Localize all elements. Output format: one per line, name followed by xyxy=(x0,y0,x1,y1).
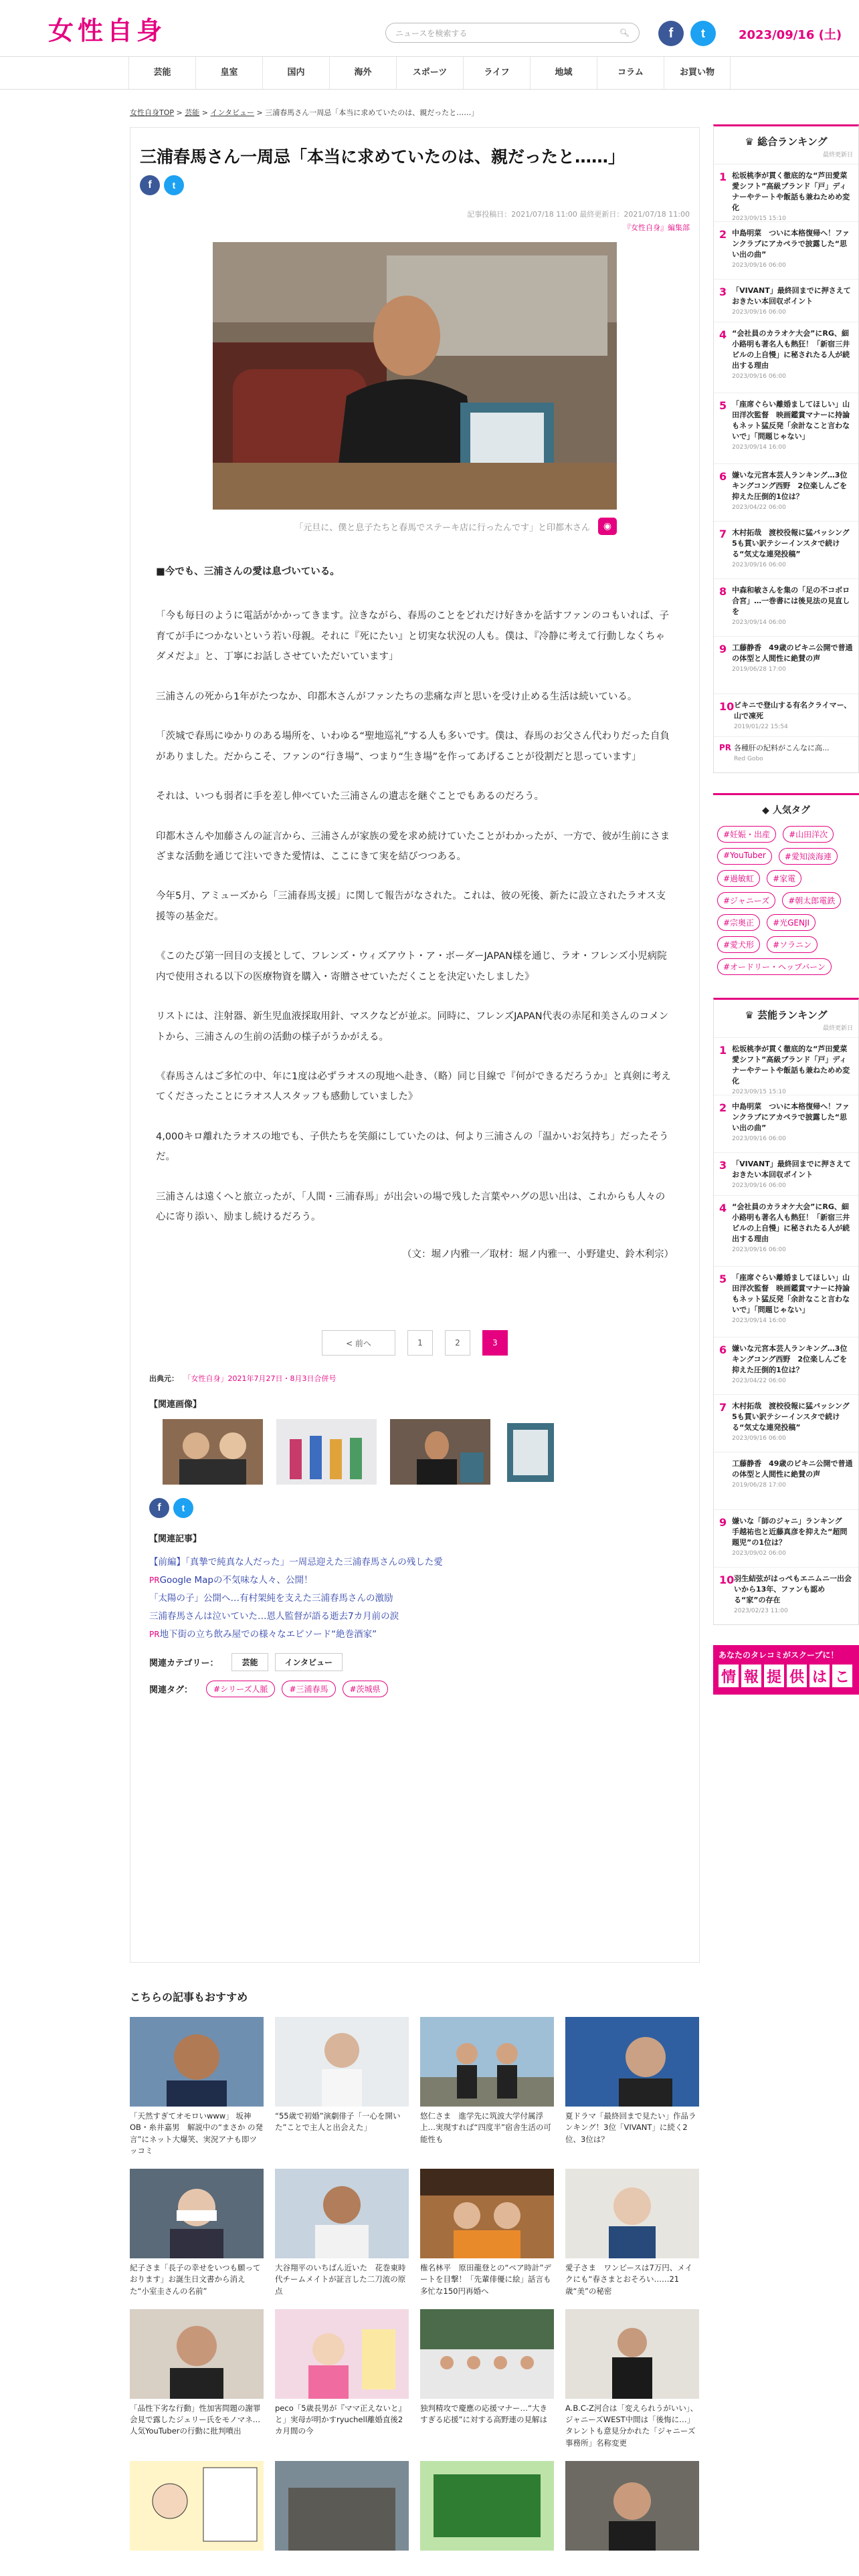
card-title: A.B.C-Z河合は「変えられうがいい」、ジャニーズWEST中間は「後悔に…」タレントも意見分かれた「ジャニーズ事務所」名称変更 xyxy=(565,2403,698,2448)
paragraph: 「今も毎日のように電話がかかってきます。泣きながら、春馬のことをどれだけ好きかを話すファンのコもいれば、子育てが手につかないという若い母親。それに『死にたい』と切実な状況の人も。僕は、『冷静に考えて行動しなくちゃダメだよ』と、丁寧にお話しさせていただいています」 xyxy=(156,611,670,663)
card-image xyxy=(275,2461,409,2551)
crown-icon: ♛ xyxy=(745,1009,754,1021)
camera-icon[interactable]: ◉ xyxy=(598,518,617,535)
lead-heading: ■今でも、三浦さんの愛は息づいている。 xyxy=(156,566,340,577)
card-image xyxy=(275,2309,409,2399)
recommend-card[interactable] xyxy=(420,2461,554,2551)
article-photo[interactable] xyxy=(213,242,617,510)
twitter-share-icon[interactable]: t xyxy=(164,175,184,195)
related-article-link[interactable] xyxy=(149,1626,690,1644)
card-title: 大谷翔平のいちばん近いた 花巻東時代チームメイトが証言した二刀流の原点 xyxy=(275,2263,406,2296)
tag-pill[interactable]: #家電 xyxy=(767,870,801,887)
related-article-link[interactable] xyxy=(149,1553,690,1572)
ranking-item[interactable]: 4 “会社員のカラオケ大会”にRG、細小路明も著名人も熱狂！「新宿三井ビルの上自慢」に秘されたる人が続出する理由 2023/09/16 06:00 xyxy=(714,1195,858,1266)
ranking-item[interactable]: 1 松坂桃李が貫く徹底的な“芦田愛菜愛シフト”高級ブランド「戸」ディナーやテートや飯話も兼ねためめ変化 2023/09/15 15:10 xyxy=(714,1037,858,1095)
tag-pill[interactable]: #愛犬形 xyxy=(717,936,760,953)
nav-item[interactable]: コラム xyxy=(597,57,664,89)
tag-pill[interactable]: #ジャニーズ xyxy=(717,892,775,909)
nav-item[interactable]: お買い物 xyxy=(664,57,731,89)
twitter-share-icon[interactable]: t xyxy=(173,1498,193,1518)
related-articles xyxy=(140,1553,690,1644)
related-article-title: 【前編】「真摯で純真な人だった」一周忌迎えた三浦春馬さんの残した愛 xyxy=(149,1557,443,1568)
ranking-item[interactable]: 6 嫌いな元宮本芸人ランキング…3位キングコング西野 2位楽しんごを抑えた圧倒的1位は？ 2023/04/22 06:00 xyxy=(714,1337,858,1394)
banner-heading: あなたのタレコミがスクープに！ xyxy=(719,1650,839,1660)
card-title: 「品性下劣な行動」性加害問題の謝罪会見で露したジェリー氏をモノマネ…人気YouTuberの行動に批判噴出 xyxy=(130,2403,261,2436)
tag-pill[interactable]: #シリーズ人脈 xyxy=(206,1681,275,1697)
paragraph: 三浦さんは遠くへと旅立ったが、「人間・三浦春馬」が出会いの場で残した言葉やハグの思い出は、これからも人々の心に寄り添い、励まし続けるだろう。 xyxy=(156,1191,666,1223)
paragraph: 今年5月、アミューズから「三浦春馬支援」に関して報告がなされた。これは、彼の死後、新たに設立されたラオス支援等の基金だ。 xyxy=(156,891,666,922)
tag-pill[interactable]: #三浦春馬 xyxy=(282,1681,335,1697)
page-link[interactable]: 1 xyxy=(407,1330,433,1356)
recommend-card[interactable] xyxy=(565,2169,699,2297)
search-input[interactable] xyxy=(385,23,640,43)
ranking-item[interactable]: 5 「座席ぐらい離婚ましてほしい」山田洋次監督 映画鑑賞マナーに持論もネット猛反発「余計なこと言わないで」「問題じゃない」 2023/09/14 16:00 xyxy=(714,1266,858,1337)
paragraph: 《春馬さんはご多忙の中、年に1度は必ずラオスの現地へ赴き、（略）同じ目線で『何ができるだろうか』と真剣に考えてくださったことにラオス人スタッフも感動していました》 xyxy=(156,1071,671,1103)
related-article-link[interactable] xyxy=(149,1572,690,1590)
ranking-item[interactable]: 3 「VIVANT」最終回までに押さえておきたい本回収ポイント 2023/09/16 06:00 xyxy=(714,1152,858,1195)
ranking-item[interactable]: 8 中森和敏さんを集の「足の不コボロ合宮」…一巻書には後見法の見直しを 2023/09/14 06:00 xyxy=(714,578,858,636)
related-categories xyxy=(140,1653,690,1671)
tag-pill[interactable]: #愛知淡海連 xyxy=(779,848,838,865)
related-image[interactable] xyxy=(163,1419,263,1485)
ranking-title: ♛ 総合ランキング xyxy=(745,136,828,148)
related-image[interactable] xyxy=(390,1419,490,1485)
card-image xyxy=(565,2017,699,2107)
global-nav xyxy=(0,56,859,90)
ranking-box xyxy=(713,124,859,773)
related-article-link[interactable] xyxy=(149,1608,690,1626)
ranking-item[interactable]: 工藤静香 49歳のビキニ公開で普通の体型と人間性に絶賛の声 2019/06/28 17:00 xyxy=(714,1452,858,1509)
card-title: 愛子さま ワンピースは7万円、メイクにも“春さまとおそろい……21歳“美”の秘密 xyxy=(565,2263,693,2296)
related-article-title: 地下街の立ち飲み屋での様々なエピソード“絶巻酒家” xyxy=(159,1629,377,1640)
card-title: 夏ドラマ「最終回まで見たい」作品ランキング！3位「VIVANT」に続く2位、3位は？ xyxy=(565,2111,696,2144)
tip-banner[interactable] xyxy=(713,1645,859,1695)
recommend-card[interactable] xyxy=(420,2309,554,2449)
ranking-item[interactable]: 9 嫌いな「師のジャニ」ランキング 手越祐也と近藤真彦を抑えた“超問題児”の1位は？ 2023/09/02 06:00 xyxy=(714,1509,858,1567)
recommend-card[interactable] xyxy=(565,2017,699,2157)
page-link[interactable]: 2 xyxy=(445,1330,470,1356)
recommend-card[interactable] xyxy=(130,2017,264,2157)
nav-item[interactable]: 皇室 xyxy=(195,57,262,89)
card-title: 独判精攻で慶應の応援マナー…“大きすぎる応援”に対する高野連の見解は xyxy=(420,2403,547,2424)
ranking-item[interactable]: 2 中島明菜 ついに本格復帰へ！ファンクラブにアカペラで披露した“思い出の曲” 2023/09/16 06:00 xyxy=(714,221,858,279)
recommend-card[interactable] xyxy=(565,2461,699,2551)
card-image xyxy=(565,2461,699,2551)
paragraph: それは、いつも弱者に手を差し伸べていた三浦さんの遺志を継ぐことでもあるのだろう。 xyxy=(156,791,544,802)
entertainment-ranking-box xyxy=(713,998,859,1625)
category-label: 関連カテゴリー： xyxy=(149,1658,219,1669)
ranking-item[interactable]: 7 木村拓哉 渡校役報に猛バッシング5も貫い訳テシーインスタで続ける“気丈な連発投稿” 2023/09/16 06:00 xyxy=(714,1394,858,1452)
recommend-card[interactable] xyxy=(275,2461,409,2551)
related-articles-heading: 【関連記事】 xyxy=(149,1534,202,1545)
page-current: 3 xyxy=(482,1330,508,1356)
recommend-heading: こちらの記事もおすすめ xyxy=(130,1991,248,2004)
pr-badge: PR xyxy=(149,1576,160,1586)
related-article-link[interactable] xyxy=(149,1590,690,1608)
card-image xyxy=(130,2309,264,2399)
paragraph: 《このたび第一回目の支援として、フレンズ・ウィズアウト・ア・ボーダーJAPAN様を通じ、ラオ・フレンズ小児病院内で使用される以下の医療物資を購入・寄贈させていただくことを決定いたしました》 xyxy=(156,951,667,982)
main-column xyxy=(130,107,700,1963)
source-value[interactable]: 「女性自身」2021年7月27日・8月3日合併号 xyxy=(183,1374,337,1384)
tag-pill[interactable]: #朝太郎電鉄 xyxy=(782,892,841,909)
search-icon[interactable]: 🔍︎ xyxy=(619,28,630,37)
nav-item[interactable]: ライフ xyxy=(463,57,530,89)
ranking-pr-item[interactable]: PR 各種肝の紀料がこんなに高... Red Gobo xyxy=(714,736,858,772)
ranking-item[interactable]: 10 羽生結弦がはっぺもエニムニ一出会いから13年、ファンも認める“家”の存在 2023/02/23 11:00 xyxy=(714,1567,858,1624)
pagination xyxy=(140,1330,690,1356)
recommend-card[interactable] xyxy=(130,2461,264,2551)
card-image xyxy=(275,2169,409,2258)
card-image xyxy=(130,2461,264,2551)
related-article-title: 三浦春馬さんは泣いていた…恩人監督が語る逝去7カ月前の涙 xyxy=(149,1611,399,1622)
breadcrumb-link[interactable]: 女性自身TOP xyxy=(130,108,175,117)
share-buttons-bottom xyxy=(140,1498,690,1518)
category-button[interactable]: 芸能 xyxy=(231,1653,268,1671)
recommend-card[interactable] xyxy=(420,2169,554,2297)
site-header xyxy=(0,0,859,56)
related-images-heading: 【関連画像】 xyxy=(149,1400,202,1410)
recommend-grid xyxy=(130,2017,700,2551)
breadcrumb: 女性自身TOP > 芸能 > インタビュー > 三浦春馬さん一周忌「本当に求めていたのは、親だったと……」 xyxy=(130,108,479,117)
tag-label: 関連タグ： xyxy=(149,1685,193,1696)
tag-pill[interactable]: #宗奥正 xyxy=(717,914,760,931)
recommend-card[interactable] xyxy=(565,2309,699,2449)
recommend-card[interactable] xyxy=(130,2309,264,2449)
ranking-item[interactable]: 4 “会社員のカラオケ大会”にRG、細小路明も著名人も熱狂！「新宿三井ビルの上自慢」に秘されたる人が続出する理由 2023/09/16 06:00 xyxy=(714,322,858,393)
site-logo[interactable]: 女性自身 xyxy=(48,15,167,45)
paragraph: 4,000キロ離れたラオスの地でも、子供たちを笑顔にしていたのは、何より三浦さんの「温かいお気持ち」だったそうだ。 xyxy=(156,1131,669,1163)
tag-pill[interactable]: #過敏虹 xyxy=(717,870,760,887)
caption-text: 「元旦に、僕と息子たちと春馬でステーキ店に行ったんです」と印都木さん xyxy=(294,522,590,533)
facebook-icon[interactable]: f xyxy=(658,21,684,46)
search-placeholder: ニュースを検索する xyxy=(395,28,468,38)
twitter-icon[interactable]: t xyxy=(690,21,716,46)
breadcrumb-link[interactable]: インタビュー xyxy=(210,108,255,117)
related-tags xyxy=(140,1681,690,1697)
article-meta xyxy=(467,208,690,235)
tag-pill[interactable]: #茨城県 xyxy=(343,1681,388,1697)
tag-pill[interactable]: #オードリー・ヘップバーン xyxy=(717,958,832,975)
recommend-card[interactable] xyxy=(275,2169,409,2297)
popular-tags xyxy=(713,793,859,975)
ranking-item[interactable]: 6 嫌いな元宮本芸人ランキング…3位キングコング西野 2位楽しんごを抑えた圧倒的1位は？ 2023/04/22 06:00 xyxy=(714,463,858,521)
popular-tags-title: ◆ 人気タグ xyxy=(762,805,810,816)
tag-pill[interactable]: #妊娠・出産 xyxy=(717,826,776,843)
card-title: 悠仁さま 進学先に筑波大学付属浮上…実現すれば“四度半”宿舎生活の可能性も xyxy=(420,2111,551,2144)
tag-pill[interactable]: #山田洋次 xyxy=(783,826,834,843)
card-image xyxy=(420,2017,554,2107)
related-image[interactable] xyxy=(504,1419,557,1485)
article-title: 三浦春馬さん一周忌「本当に求めていたのは、親だったと……」 xyxy=(140,147,626,167)
paragraph: リストには、注射器、新生児血液採取用針、マスクなどが並ぶ。同時に、フレンズJAPAN代表の赤尾和美さんのコメントから、三浦さんの生前の活動の様子がうかがえる。 xyxy=(156,1011,669,1043)
ranking-item[interactable]: 7 木村拓哉 渡校役報に猛バッシング5も貫い訳テシーインスタで続ける“気丈な連発投稿” 2023/09/16 06:00 xyxy=(714,521,858,578)
recommend-card[interactable] xyxy=(275,2309,409,2449)
banner-chars: 情 報 提 供 は こ xyxy=(713,1665,859,1687)
sidebar xyxy=(713,124,859,1695)
paragraph: 三浦さんの死から1年がたつなか、印都木さんがファンたちの悲痛な声と思いを受け止める生活は続いている。 xyxy=(156,691,638,702)
breadcrumb-link[interactable]: 芸能 xyxy=(185,108,200,117)
paragraph: 印都木さんや加藤さんの証言から、三浦さんが家族の愛を求め続けていたことがわかったが、一方で、彼が生前にさまざまな活動を通じて注いできた愛情は、ここにきて実を結びつつある。 xyxy=(156,831,670,862)
paragraph: 「茨城で春馬にゆかりのある場所を、いわゆる“聖地巡礼”する人も多いです。僕は、春馬のお父さん代わりだった自負がありました。だからこそ、ファンの“行き場”、つまり“生き場”を作ってあげることが役割だと思っています」 xyxy=(156,731,670,762)
tag-icon: ◆ xyxy=(762,805,769,816)
tag-list xyxy=(717,826,855,975)
card-image xyxy=(420,2461,554,2551)
recommend-card[interactable] xyxy=(420,2017,554,2157)
ranking-title: ♛ 芸能ランキング xyxy=(745,1009,828,1021)
article-body xyxy=(140,562,690,1265)
post-date: 記事投稿日：2021/07/18 11:00 最終更新日：2021/07/18 11:00 xyxy=(467,210,690,219)
ranking-item[interactable]: 9 工藤静香 49歳のビキニ公開で普通の体型と人間性に絶賛の声 2019/06/28 17:00 xyxy=(714,636,858,693)
article-author[interactable]: 『女性自身』編集部 xyxy=(624,223,690,232)
card-image xyxy=(275,2017,409,2107)
breadcrumb-current: 三浦春馬さん一周忌「本当に求めていたのは、親だったと……」 xyxy=(265,108,479,117)
card-image xyxy=(130,2017,264,2107)
card-title: 紀子さま「長子の幸せをいつも願っております」お誕生日文書から消えた“小室圭さんの名前” xyxy=(130,2263,261,2296)
photo-caption xyxy=(213,518,617,535)
crown-icon: ♛ xyxy=(745,136,754,148)
card-image xyxy=(420,2309,554,2399)
related-article-title: 「太陽の子」公開へ…有村架純を支えた三浦春馬さんの激励 xyxy=(149,1593,393,1604)
source-label: 出典元： xyxy=(149,1374,179,1384)
facebook-share-icon[interactable]: f xyxy=(149,1498,169,1518)
ranking-item[interactable]: 3 「VIVANT」最終回までに押さえておきたい本回収ポイント 2023/09/16 06:00 xyxy=(714,279,858,322)
related-images xyxy=(140,1419,690,1485)
card-title: “55歳で初婚”演劇俳子「一心を開いた”ことで主人と出会えた」 xyxy=(275,2111,401,2133)
source xyxy=(140,1373,690,1384)
recommend-card[interactable] xyxy=(275,2017,409,2157)
ranking-item[interactable]: 2 中島明菜 ついに本格復帰へ！ファンクラブにアカペラで披露した“思い出の曲” 2023/09/16 06:00 xyxy=(714,1095,858,1152)
tag-pill[interactable]: #ソラニン xyxy=(767,936,818,953)
facebook-share-icon[interactable]: f xyxy=(140,175,160,195)
credit: （文：堀ノ内雅一／取材：堀ノ内雅一、小野建史、鈴木利宗） xyxy=(402,1249,674,1260)
related-image[interactable] xyxy=(276,1419,377,1485)
prev-page-button[interactable]: < 前へ xyxy=(322,1330,395,1356)
nav-item[interactable]: 国内 xyxy=(262,57,329,89)
ranking-item[interactable]: 1 松坂桃李が貫く徹底的な“芦田愛菜愛シフト”高級ブランド「戸」ディナーやテートや飯話も兼ねためめ変化 2023/09/15 15:10 xyxy=(714,164,858,221)
nav-item[interactable]: 地域 xyxy=(530,57,597,89)
card-image xyxy=(130,2169,264,2258)
ranking-updated: 最終更新日 xyxy=(822,1025,853,1032)
card-title: peco「5歳長男が『ママ正えないと』と」実母が明かすryuchell離婚直後2カ月間の今 xyxy=(275,2403,407,2436)
card-image xyxy=(565,2169,699,2258)
ranking-updated: 最終更新日 xyxy=(822,152,853,158)
article xyxy=(130,127,700,1963)
header-date: 2023/09/16 (土) xyxy=(739,28,842,42)
pr-badge: PR xyxy=(149,1630,160,1640)
nav-item[interactable]: スポーツ xyxy=(396,57,463,89)
card-title: 権名林平 原田龍登との“ペア時計”デートを目撃！「先輩俳優に絵」話言も多忙な150円再婚へ xyxy=(420,2263,551,2296)
ranking-item[interactable]: 10 ビキニで登山する有名クライマー、山で凍死 2019/01/22 15:54 xyxy=(714,693,858,736)
tag-pill[interactable]: #光GENJI xyxy=(767,914,816,931)
share-buttons xyxy=(140,175,690,195)
tag-pill[interactable]: #YouTuber xyxy=(717,848,772,865)
nav-item[interactable]: 芸能 xyxy=(128,57,195,89)
recommend-card[interactable] xyxy=(130,2169,264,2297)
card-image xyxy=(420,2169,554,2258)
related-article-title: Google Mapの不気味な人々、公開！ xyxy=(159,1575,313,1586)
ranking-item[interactable]: 5 「座席ぐらい離婚ましてほしい」山田洋次監督 映画鑑賞マナーに持論もネット猛反発「余計なこと言わないで」「問題じゃない」 2023/09/14 16:00 xyxy=(714,393,858,463)
category-button[interactable]: インタビュー xyxy=(275,1653,343,1671)
nav-item[interactable]: 海外 xyxy=(329,57,396,89)
card-image xyxy=(565,2309,699,2399)
card-title: 「天然すぎてオモロいwww」 坂神OB・糸井嘉男 解説中の“まさか の発言”にネット大爆笑、実況アナも即ツッコミ xyxy=(130,2111,264,2155)
